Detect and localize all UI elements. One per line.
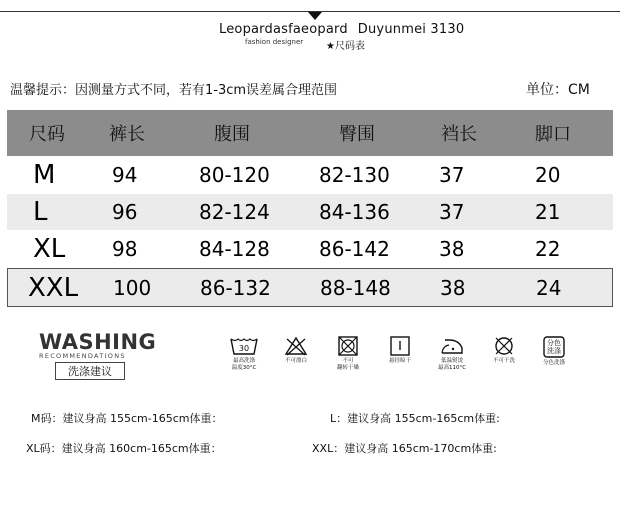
cell-hem: 22 xyxy=(535,237,561,261)
care-label: 不可漂白 xyxy=(284,358,307,364)
separate-wash-icon xyxy=(532,336,576,367)
cell-hip: 88-148 xyxy=(320,275,391,300)
cell-rise: 38 xyxy=(439,237,465,261)
washing-subtitle: RECOMMENDATIONS xyxy=(39,352,126,360)
table-row xyxy=(7,268,613,307)
unit-label: 单位：CM xyxy=(526,82,590,98)
header-waist: 腹围 xyxy=(214,124,250,145)
cell-size: M xyxy=(33,160,56,190)
header-hem: 脚口 xyxy=(535,124,571,145)
header-length: 裤长 xyxy=(109,124,145,145)
care-icons xyxy=(222,336,582,382)
cell-waist: 84-128 xyxy=(199,237,270,261)
brand-line xyxy=(219,22,464,37)
down-triangle-icon xyxy=(308,12,322,20)
header-hip: 臀围 xyxy=(339,124,375,145)
care-label: 悬挂晾干 xyxy=(388,358,411,364)
header-rise: 裆长 xyxy=(441,124,477,145)
size-table xyxy=(7,110,613,307)
svg-text:分色: 分色 xyxy=(547,339,561,347)
cell-waist: 82-124 xyxy=(199,200,270,224)
cell-hip: 84-136 xyxy=(319,200,390,224)
page-title: ★尺码表 xyxy=(326,41,365,52)
no-tumble-dry-icon xyxy=(326,336,370,372)
header-size: 尺码 xyxy=(29,124,65,145)
no-bleach-icon xyxy=(274,336,318,365)
recommendation-xxl: XXL：建议身高 165cm-170cm体重: xyxy=(312,442,497,455)
care-label: 最高洗涤 温度30°C xyxy=(231,358,257,371)
svg-text:洗涤: 洗涤 xyxy=(547,347,561,355)
cell-hip: 86-142 xyxy=(319,237,390,261)
cell-length: 96 xyxy=(112,200,138,224)
hang-dry-icon xyxy=(378,336,422,365)
cell-size: XXL xyxy=(28,272,79,303)
cell-length: 98 xyxy=(112,237,138,261)
cell-rise: 37 xyxy=(439,200,465,224)
cell-waist: 80-120 xyxy=(199,163,270,187)
table-row xyxy=(7,194,613,230)
measurement-tip: 温馨提示：因测量方式不同，若有1-3cm误差属合理范围 xyxy=(10,83,338,98)
wash-30-icon xyxy=(222,336,266,372)
cell-hem: 20 xyxy=(535,163,561,187)
table-row xyxy=(7,230,613,268)
cell-hem: 21 xyxy=(535,200,561,224)
designer-label: fashion designer xyxy=(245,38,304,46)
cell-hip: 82-130 xyxy=(319,163,390,187)
no-dry-clean-icon xyxy=(482,336,526,365)
care-label: 不可干洗 xyxy=(492,358,515,364)
table-header xyxy=(7,110,613,156)
cell-size: XL xyxy=(33,234,66,264)
recommendation-xl: XL码：建议身高 160cm-165cm体重： xyxy=(26,442,222,455)
care-label: 不可 翻转干燥 xyxy=(336,358,359,371)
washing-logo xyxy=(39,330,156,380)
cell-length: 94 xyxy=(112,163,138,187)
wash-30-glyph: 30 xyxy=(238,344,250,353)
cell-rise: 37 xyxy=(439,163,465,187)
recommendation-l: L：建议身高 155cm-165cm体重: xyxy=(330,412,500,425)
care-label: 分色洗涤 xyxy=(542,360,565,366)
washing-title: WASHING xyxy=(39,330,157,354)
cell-waist: 86-132 xyxy=(200,275,271,300)
washing-cn-label: 洗涤建议 xyxy=(55,362,125,380)
brand-left: Leopardasfaeopard xyxy=(219,22,348,37)
cell-size: L xyxy=(33,197,48,227)
brand-right: Duyunmei 3130 xyxy=(357,22,465,37)
iron-low-icon xyxy=(430,336,474,372)
cell-rise: 38 xyxy=(440,275,466,300)
table-row xyxy=(7,156,613,194)
care-label: 低温熨烫 最高110°C xyxy=(437,358,467,371)
cell-length: 100 xyxy=(113,275,152,300)
cell-hem: 24 xyxy=(536,275,562,300)
recommendation-m: M码：建议身高 155cm-165cm体重： xyxy=(31,412,223,425)
